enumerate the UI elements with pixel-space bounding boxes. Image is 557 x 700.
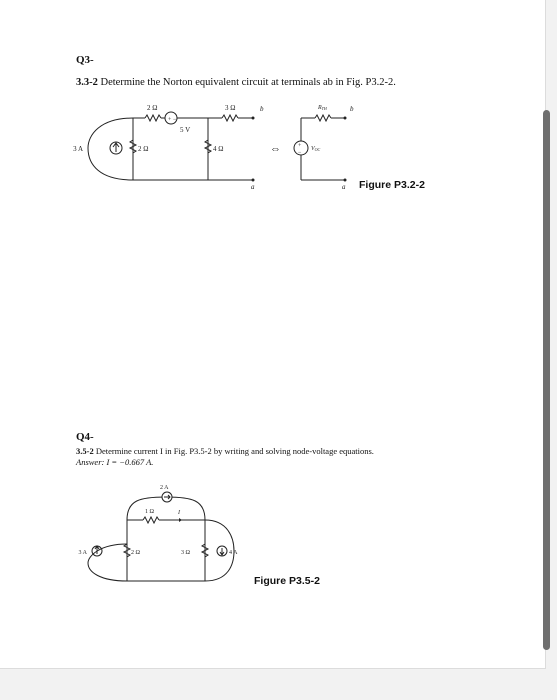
q3-resistor-top-left	[145, 115, 161, 121]
q3-equiv-resistor	[315, 115, 331, 121]
q4-figure-caption: Figure P3.5-2	[254, 575, 320, 587]
q3-label: Q3-	[76, 54, 94, 66]
q4-label-r-right: 3 Ω	[181, 550, 190, 556]
q3-problem-text: Determine the Norton equivalent circuit at terminals ab in Fig. P3.2-2.	[100, 77, 396, 88]
q3-label-r-top-left: 2 Ω	[147, 104, 158, 112]
q3-label-terminal-a: a	[251, 183, 255, 191]
q4-label-r-left: 2 Ω	[131, 550, 140, 556]
q4-resistor-top	[143, 517, 159, 523]
q4-left-wire-arc	[88, 544, 127, 581]
q4-label: Q4-	[76, 431, 94, 443]
q3-terminal-b-dot	[252, 117, 255, 120]
q4-label-source-top: 2 A	[160, 485, 169, 491]
q3-label-r-right-shunt: 4 Ω	[213, 145, 224, 153]
q4-answer	[76, 457, 153, 467]
q4-problem	[76, 446, 374, 456]
q3-equiv-arrow: ⇔	[270, 143, 281, 155]
svg-text:−: −	[298, 150, 302, 156]
svg-text:−: −	[173, 117, 177, 123]
q4-label-r-top: 1 Ω	[145, 509, 154, 515]
q3-label-terminal-b: b	[260, 105, 264, 113]
q3-problem-number: 3.3-2	[76, 77, 98, 88]
q3-equiv-terminal-b-dot	[344, 117, 347, 120]
q4-problem-text: Determine current I in Fig. P3.5-2 by writing and solving node-voltage equations.	[95, 446, 374, 456]
q3-label-voltage-source: 5 V	[180, 126, 191, 134]
q4-problem-number: 3.5-2	[76, 446, 94, 456]
q3-label-equiv-v: VOC	[311, 146, 321, 152]
q3-resistor-top-right	[222, 115, 238, 121]
q3-label-r-top-right: 3 Ω	[225, 104, 236, 112]
q4-label-current: I	[178, 510, 180, 516]
svg-text:+: +	[168, 117, 172, 123]
q3-terminal-a-dot	[252, 179, 255, 182]
q4-answer-value: I = −0.667 A.	[106, 457, 154, 467]
q3-label-equiv-terminal-a: a	[342, 183, 346, 191]
q4-answer-label: Answer:	[76, 457, 105, 467]
svg-text:+: +	[298, 143, 302, 149]
q4-label-source-left: 3 A	[78, 550, 87, 556]
q3-label-equiv-r: RTH	[318, 105, 327, 111]
q4-label-source-right: 4 A	[229, 550, 238, 556]
q3-label-r-left-shunt: 2 Ω	[138, 145, 149, 153]
q3-label-equiv-terminal-b: b	[350, 105, 354, 113]
q3-label-source-current: 3 A	[73, 145, 83, 153]
q3-equiv-terminal-a-dot	[344, 179, 347, 182]
q3-figure-caption: Figure P3.2-2	[359, 179, 425, 191]
